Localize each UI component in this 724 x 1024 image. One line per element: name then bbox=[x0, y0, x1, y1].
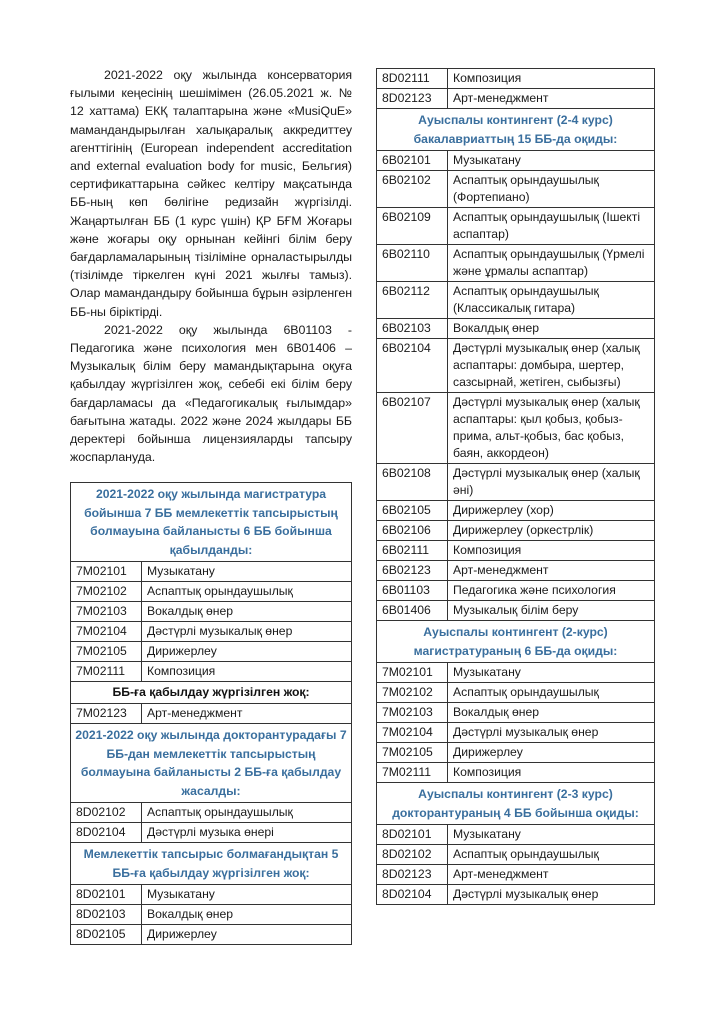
table-row bbox=[377, 683, 655, 703]
program-code: 8D02123 bbox=[377, 865, 448, 885]
program-code: 6В02110 bbox=[377, 245, 448, 282]
program-code: 6В02101 bbox=[377, 151, 448, 171]
table-row bbox=[377, 171, 655, 208]
section-header-row bbox=[377, 621, 655, 663]
program-name: Арт-менеджмент bbox=[142, 704, 352, 724]
program-code: 8D02104 bbox=[377, 885, 448, 905]
program-code: 6В02107 bbox=[377, 393, 448, 464]
program-code: 7М02104 bbox=[71, 622, 142, 642]
program-code: 6В02102 bbox=[377, 171, 448, 208]
program-code: 7М02102 bbox=[71, 582, 142, 602]
section-header-row bbox=[71, 682, 352, 704]
program-name: Арт-менеджмент bbox=[448, 89, 655, 109]
table-row bbox=[377, 208, 655, 245]
program-name: Педагогика және психология bbox=[448, 581, 655, 601]
program-name: Дәстүрлі музыкалық өнер (халық аспаптары: домбыра, шертер, сазсырнай, жетіген, сыбызғы) bbox=[448, 339, 655, 393]
table-row bbox=[71, 642, 352, 662]
program-code: 8D02123 bbox=[377, 89, 448, 109]
table-row bbox=[71, 662, 352, 682]
doctoral-contingent-header: Ауыспалы контингент (2-3 курс) докторантураның 4 ББ бойынша оқиды: bbox=[377, 783, 655, 825]
doctoral-admission-header: 2021-2022 оқу жылында докторантурадағы 7 ББ-дан мемлекеттік тапсырыстың болмауына байланысты 2 ББ-ға қабылдау жасалды: bbox=[71, 724, 352, 803]
program-code: 8D02105 bbox=[71, 925, 142, 945]
table-row bbox=[71, 803, 352, 823]
program-code: 7М02111 bbox=[377, 763, 448, 783]
table-row bbox=[71, 905, 352, 925]
program-name: Аспаптық орындаушылық (Ішекті аспаптар) bbox=[448, 208, 655, 245]
table-row bbox=[377, 885, 655, 905]
section-header-row bbox=[377, 109, 655, 151]
table-row bbox=[71, 562, 352, 582]
program-name: Арт-менеджмент bbox=[448, 561, 655, 581]
program-name: Вокалдық өнер bbox=[142, 602, 352, 622]
program-name: Аспаптық орындаушылық bbox=[142, 803, 352, 823]
program-code: 6В01406 bbox=[377, 601, 448, 621]
program-name: Дирижерлеу (оркестрлік) bbox=[448, 521, 655, 541]
masters-contingent-header: Ауыспалы контингент (2-курс) магистратураның 6 ББ-да оқиды: bbox=[377, 621, 655, 663]
table-row bbox=[377, 825, 655, 845]
program-name: Аспаптық орындаушылық bbox=[448, 683, 655, 703]
left-column bbox=[70, 66, 352, 945]
section-header-row bbox=[71, 724, 352, 803]
table-row bbox=[377, 541, 655, 561]
program-code: 6В02112 bbox=[377, 282, 448, 319]
program-name: Арт-менеджмент bbox=[448, 865, 655, 885]
program-code: 7М02111 bbox=[71, 662, 142, 682]
program-code: 7М02123 bbox=[71, 704, 142, 724]
program-name: Музыкатану bbox=[448, 663, 655, 683]
program-code: 7М02103 bbox=[377, 703, 448, 723]
table-row bbox=[71, 704, 352, 724]
table-row bbox=[377, 393, 655, 464]
program-code: 7М02104 bbox=[377, 723, 448, 743]
section-header-row bbox=[71, 843, 352, 885]
program-code: 6В02109 bbox=[377, 208, 448, 245]
table-row bbox=[377, 743, 655, 763]
section-header-row bbox=[377, 783, 655, 825]
table-row bbox=[71, 622, 352, 642]
table-row bbox=[71, 925, 352, 945]
table-row bbox=[377, 89, 655, 109]
program-code: 8D02102 bbox=[71, 803, 142, 823]
bachelor-contingent-header: Ауыспалы контингент (2-4 курс) бакалавриаттың 15 ББ-да оқиды: bbox=[377, 109, 655, 151]
program-code: 7М02102 bbox=[377, 683, 448, 703]
program-name: Вокалдық өнер bbox=[448, 703, 655, 723]
program-name: Дәстүрлі музыкалық өнер bbox=[448, 885, 655, 905]
table-row bbox=[377, 663, 655, 683]
program-code: 6В01103 bbox=[377, 581, 448, 601]
table-row bbox=[71, 602, 352, 622]
program-name: Музыкалық білім беру bbox=[448, 601, 655, 621]
program-name: Музыкатану bbox=[448, 825, 655, 845]
program-code: 7М02101 bbox=[377, 663, 448, 683]
program-name: Аспаптық орындаушылық (Үрмелі және ұрмалы аспаптар) bbox=[448, 245, 655, 282]
program-code: 6В02106 bbox=[377, 521, 448, 541]
table-row bbox=[377, 601, 655, 621]
program-name: Вокалдық өнер bbox=[142, 905, 352, 925]
table-row bbox=[377, 845, 655, 865]
program-name: Вокалдық өнер bbox=[448, 319, 655, 339]
program-code: 8D02101 bbox=[71, 885, 142, 905]
table-row bbox=[377, 319, 655, 339]
program-name: Композиция bbox=[448, 541, 655, 561]
program-name: Дәстүрлі музыкалық өнер (халық аспаптары: қыл қобыз, қобыз-прима, альт-қобыз, бас қобыз, баян, аккордеон) bbox=[448, 393, 655, 464]
table-row bbox=[377, 581, 655, 601]
program-name: Аспаптық орындаушылық bbox=[142, 582, 352, 602]
table-row bbox=[377, 723, 655, 743]
program-code: 8D02102 bbox=[377, 845, 448, 865]
table-row bbox=[377, 151, 655, 171]
program-name: Дирижерлеу bbox=[142, 925, 352, 945]
program-code: 7М02105 bbox=[377, 743, 448, 763]
no-admission-header: ББ-ға қабылдау жүргізілген жоқ: bbox=[71, 682, 352, 704]
program-code: 7М02101 bbox=[71, 562, 142, 582]
program-name: Композиция bbox=[142, 662, 352, 682]
table-row bbox=[377, 763, 655, 783]
program-name: Музыкатану bbox=[448, 151, 655, 171]
program-code: 7М02105 bbox=[71, 642, 142, 662]
section-header-row bbox=[71, 483, 352, 562]
program-code: 6В02104 bbox=[377, 339, 448, 393]
program-code: 8D02111 bbox=[377, 69, 448, 89]
table-row bbox=[377, 865, 655, 885]
program-code: 8D02101 bbox=[377, 825, 448, 845]
table-row bbox=[377, 501, 655, 521]
table-row bbox=[377, 561, 655, 581]
program-code: 8D02103 bbox=[71, 905, 142, 925]
program-name: Дәстүрлі музыка өнері bbox=[142, 823, 352, 843]
table-row bbox=[377, 521, 655, 541]
table-row bbox=[377, 703, 655, 723]
program-name: Дирижерлеу bbox=[448, 743, 655, 763]
program-name: Музыкатану bbox=[142, 562, 352, 582]
program-code: 6В02108 bbox=[377, 464, 448, 501]
table-row bbox=[71, 823, 352, 843]
program-name: Дирижерлеу (хор) bbox=[448, 501, 655, 521]
program-code: 7М02103 bbox=[71, 602, 142, 622]
program-name: Дәстүрлі музыкалық өнер bbox=[142, 622, 352, 642]
table-row bbox=[377, 245, 655, 282]
program-name: Дирижерлеу bbox=[142, 642, 352, 662]
intro-paragraph-1: 2021-2022 оқу жылында консерватория ғылыми кеңесінің шешімімен (26.05.2021 ж. № 12 хаттама) ЕКҚ талаптарына және «MusiQuE» мамандандырылған халықаралық аккредиттеу агенттігінің (European independent accreditation and external evaluation body for music, Бельгия) сертификаттарына сәйкес келтіру мақсатында ББ-ның көп бөлігіне редизайн жүргізілді. Жаңартылған ББ (1 курс үшін) ҚР БҒМ Жоғары және жоғары оқу орнынан кейінгі білім беру бағдарламаларының тізіліміне орналастырылды (тізілімде тіркелген күні 2021 жылғы тамыз). Олар мамандандыру бойынша бұрын әзірленген ББ-ны біріктірді. bbox=[70, 68, 352, 319]
table-row bbox=[71, 582, 352, 602]
program-name: Дәстүрлі музыкалық өнер bbox=[448, 723, 655, 743]
table-row bbox=[377, 69, 655, 89]
doctoral-no-admission-header: Мемлекеттік тапсырыс болмағандықтан 5 ББ-ға қабылдау жүргізілген жоқ: bbox=[71, 843, 352, 885]
program-code: 6В02123 bbox=[377, 561, 448, 581]
contingent-table bbox=[376, 68, 655, 905]
right-column bbox=[376, 68, 655, 905]
program-name: Композиция bbox=[448, 763, 655, 783]
program-code: 6В02105 bbox=[377, 501, 448, 521]
program-name: Аспаптық орындаушылық (Фортепиано) bbox=[448, 171, 655, 208]
program-name: Аспаптық орындаушылық bbox=[448, 845, 655, 865]
program-name: Дәстүрлі музыкалық өнер (халық әні) bbox=[448, 464, 655, 501]
program-code: 6В02111 bbox=[377, 541, 448, 561]
program-code: 8D02104 bbox=[71, 823, 142, 843]
table-row bbox=[377, 339, 655, 393]
program-code: 6В02103 bbox=[377, 319, 448, 339]
table-row bbox=[377, 464, 655, 501]
admissions-table bbox=[70, 482, 352, 945]
table-row bbox=[377, 282, 655, 319]
program-name: Композиция bbox=[448, 69, 655, 89]
program-name: Аспаптық орындаушылық (Классикалық гитара) bbox=[448, 282, 655, 319]
intro-paragraph-2: 2021-2022 оқу жылында 6В01103 - Педагогика және психология мен 6В01406 – Музыкалық білім беру мамандықтарына оқуға қабылдау жүргізілген жоқ, себебі екі білім беру бағдарламасы да «Педагогикалық ғылымдар» бағытына жатады. 2022 және 2024 жылдары ББ деректері бойынша лицензияларды тапсыру жоспарлануда. bbox=[70, 322, 352, 465]
table-row bbox=[71, 885, 352, 905]
masters-admission-header: 2021-2022 оқу жылында магистратура бойынша 7 ББ мемлекеттік тапсырыстың болмауына байланысты 6 ББ бойынша қабылданды: bbox=[71, 483, 352, 562]
program-name: Музыкатану bbox=[142, 885, 352, 905]
